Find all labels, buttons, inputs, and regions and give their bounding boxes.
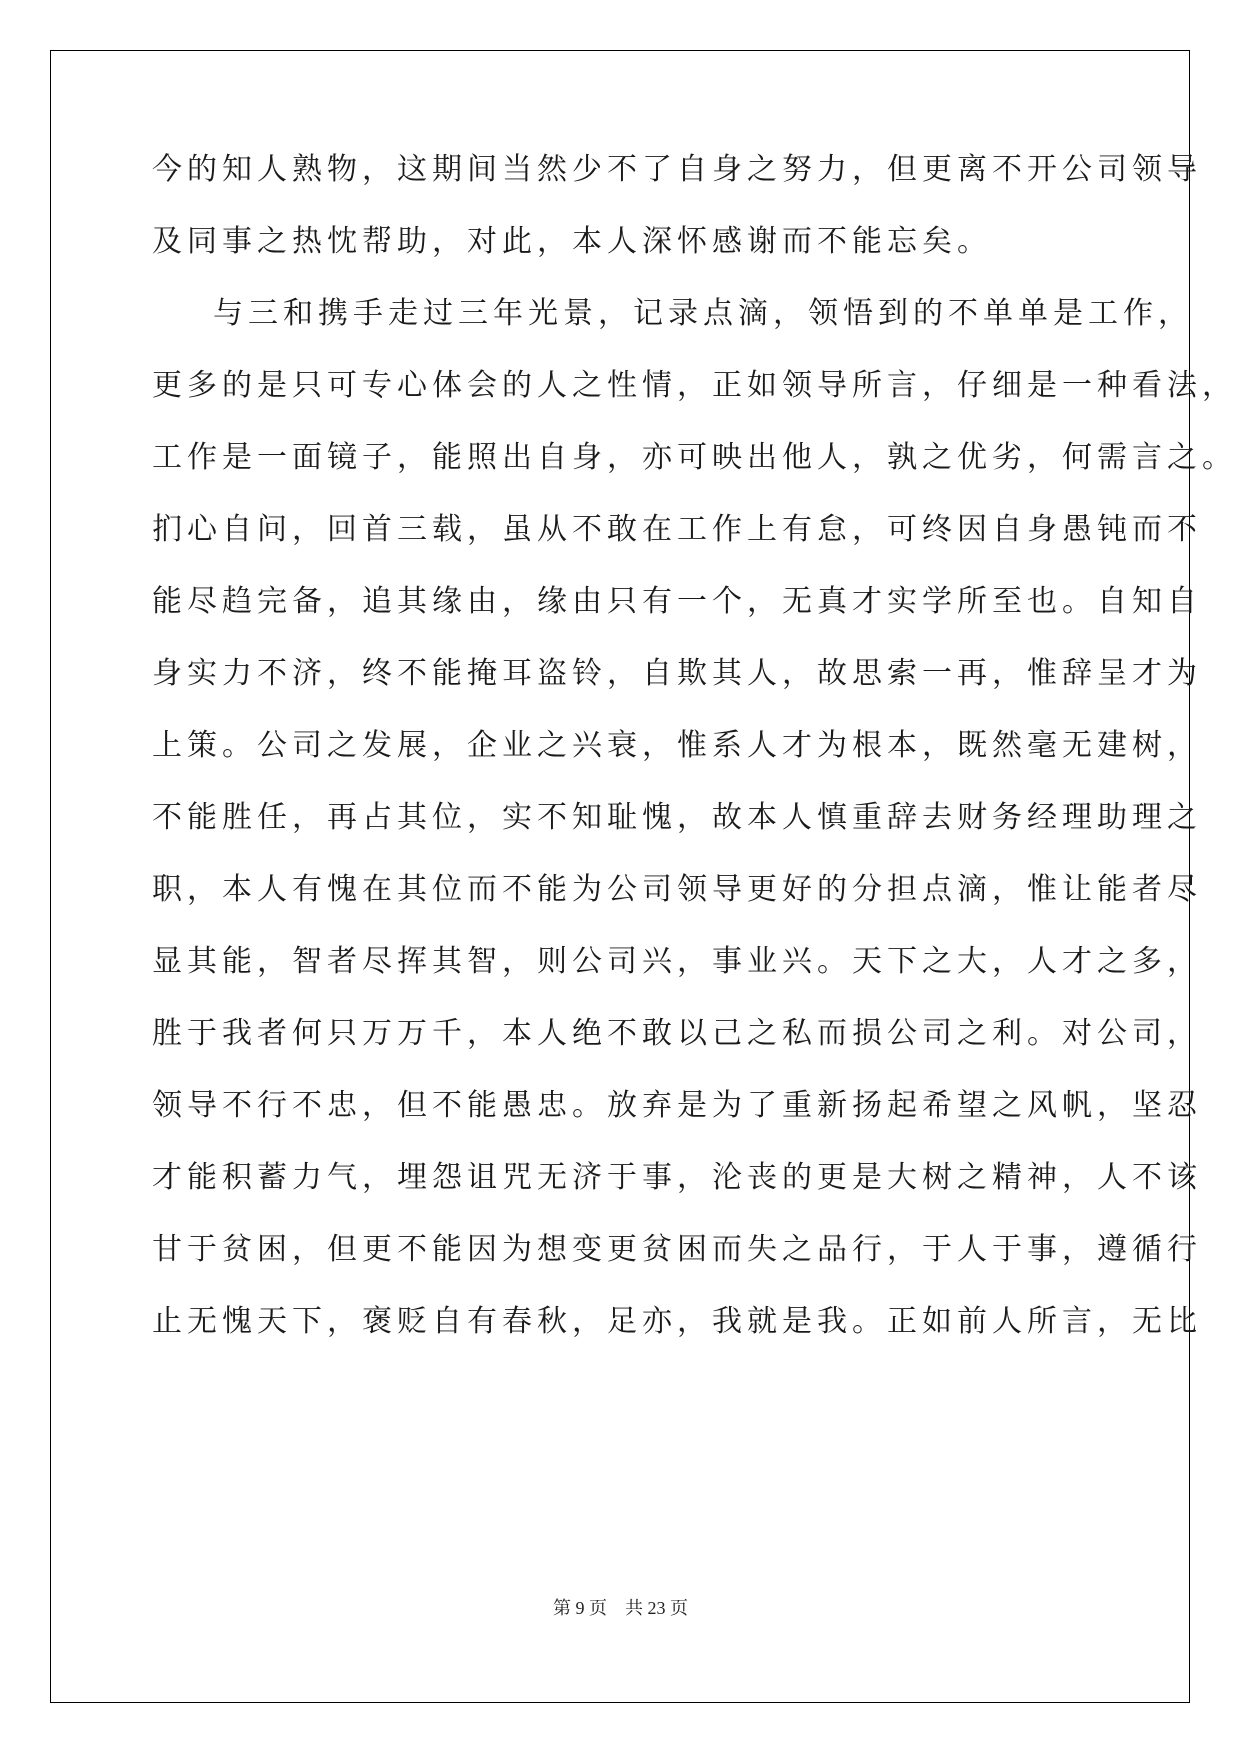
body-line-7: 能尽趋完备，追其缘由，缘由只有一个，无真才实学所至也。自知自 [152, 584, 1202, 619]
body-line-16: 甘于贫困，但更不能因为想变更贫困而失之品行，于人于事，遵循行 [152, 1232, 1202, 1267]
body-line-6: 扪心自问，回首三载，虽从不敢在工作上有怠，可终因自身愚钝而不 [152, 512, 1202, 547]
body-line-11: 职，本人有愧在其位而不能为公司领导更好的分担点滴，惟让能者尽 [152, 872, 1202, 907]
body-line-10: 不能胜任，再占其位，实不知耻愧，故本人慎重辞去财务经理助理之 [152, 800, 1202, 835]
body-line-4: 更多的是只可专心体会的人之性情，正如领导所言，仔细是一种看法， [152, 368, 1237, 403]
body-line-8: 身实力不济，终不能掩耳盗铃，自欺其人，故思索一再，惟辞呈才为 [152, 656, 1202, 691]
body-line-17: 止无愧天下，褒贬自有春秋，足亦，我就是我。正如前人所言，无比 [152, 1304, 1202, 1339]
body-line-2: 及同事之热忱帮助，对此，本人深怀感谢而不能忘矣。 [152, 224, 992, 259]
paragraph-first-line: 与三和携手走过三年光景，记录点滴，领悟到的不单单是工作， [213, 296, 1193, 331]
page-number-footer: 第 9 页 共 23 页 [553, 1598, 688, 1618]
body-line-9: 上策。公司之发展，企业之兴衰，惟系人才为根本，既然毫无建树， [152, 728, 1202, 763]
body-line-12: 显其能，智者尽挥其智，则公司兴，事业兴。天下之大，人才之多， [152, 944, 1202, 979]
body-line-1: 今的知人熟物，这期间当然少不了自身之努力，但更离不开公司领导 [152, 152, 1202, 187]
body-line-15: 才能积蓄力气，埋怨诅咒无济于事，沦丧的更是大树之精神，人不该 [152, 1160, 1202, 1195]
body-line-14: 领导不行不忠，但不能愚忠。放弃是为了重新扬起希望之风帆，坚忍 [152, 1088, 1202, 1123]
body-line-5: 工作是一面镜子，能照出自身，亦可映出他人，孰之优劣，何需言之。 [152, 440, 1237, 475]
body-line-13: 胜于我者何只万万千，本人绝不敢以己之私而损公司之利。对公司， [152, 1016, 1202, 1051]
